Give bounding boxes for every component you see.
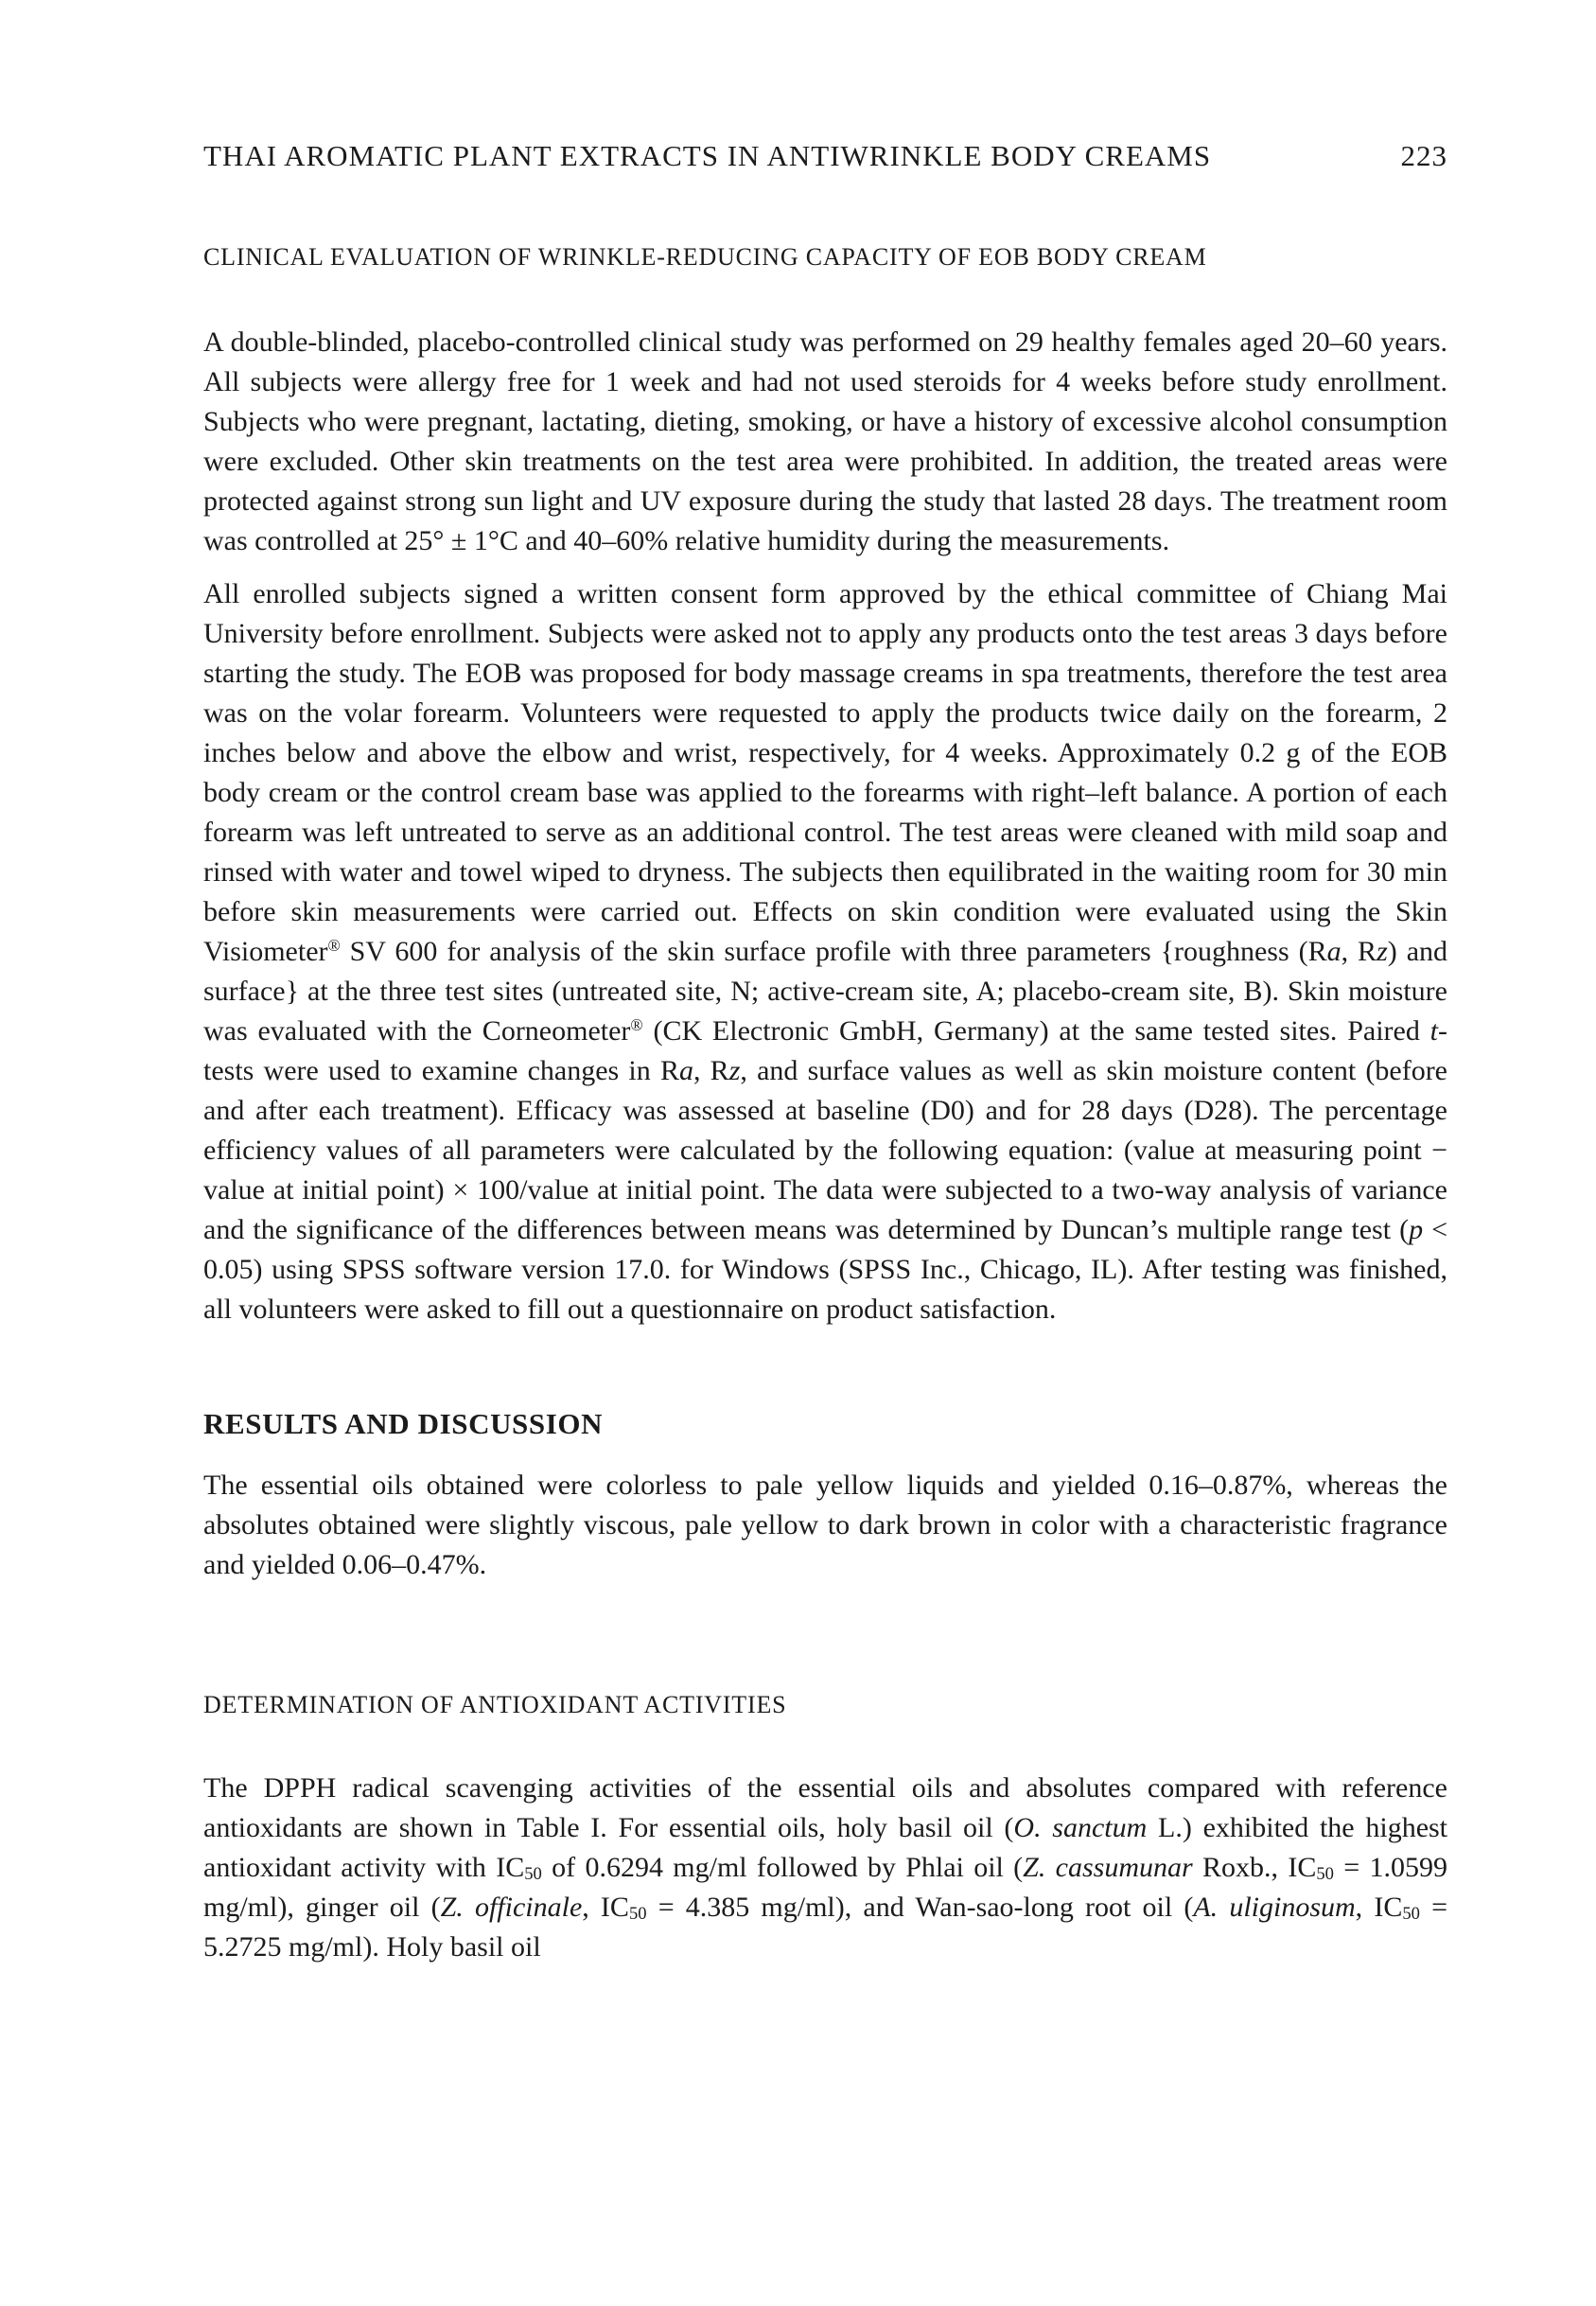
section-heading-clinical-evaluation: CLINICAL EVALUATION OF WRINKLE-REDUCING CAPACITY OF EOB BODY CREAM bbox=[203, 243, 1207, 271]
paragraph-results-yields: The essential oils obtained were colorless to pale yellow liquids and yielded 0.16–0.87%, whereas the absolutes obtained were slightly viscous, pale yellow to dark brown in color with a characteristic fragrance and yielded 0.06–0.47%. bbox=[203, 1470, 1447, 1580]
running-head bbox=[203, 139, 1447, 173]
section-heading-antioxidant-determination: DETERMINATION OF ANTIOXIDANT ACTIVITIES bbox=[203, 1691, 787, 1718]
running-head-title: THAI AROMATIC PLANT EXTRACTS IN ANTIWRINKLE BODY CREAMS bbox=[203, 139, 1212, 172]
page-content bbox=[203, 0, 1447, 1967]
paragraph-antioxidant-dpph: The DPPH radical scavenging activities of the essential oils and absolutes compared with reference antioxidants are shown in Table I. For essential oils, holy basil oil (O. sanctum L.) exhibited the highest antioxidant activity with $IC_{50}$ of 0.6294 mg/ml followed by Phlai oil (Z. cassumunar Roxb., $IC_{50} = 1.0599$ mg/ml), ginger oil (Z. officinale, $IC_{50} = 4.385$ mg/ml), and Wan-sao-long root oil (A. uliginosum, $IC_{50} = 5.2725$ mg/ml). Holy basil oil bbox=[203, 1772, 1448, 1963]
page-number: 223 bbox=[1400, 139, 1447, 172]
paragraph-clinical-protocol: All enrolled subjects signed a written consent form approved by the ethical committee of Chiang Mai University before enrollment. Subjects were asked not to apply any products onto the test areas 3 days before starting the study. The EOB was proposed for body massage creams in spa treatments, therefore the test area was on the volar forearm. Volunteers were requested to apply the products twice daily on the forearm, 2 inches below and above the elbow and wrist, respectively, for 4 weeks. Approximately 0.2 g of the EOB body cream or the control cream base was applied to the forearms with right–left balance. A portion of each forearm was left untreated to serve as an additional control. The test areas were cleaned with mild soap and rinsed with water and towel wiped to dryness. The subjects then equilibrated in the waiting room for 30 min before skin measurements were carried out. Effects on skin condition were evaluated using the Skin Visiometer® SV 600 for analysis of the skin surface profile with three parameters {roughness (Ra, Rz) and surface} at the three test sites (untreated site, N; active-cream site, A; placebo-cream site, B). Skin moisture was evaluated with the Corneometer® (CK Electronic GmbH, Germany) at the same tested sites. Paired t-tests were used to examine changes in Ra, Rz, and surface values as well as skin moisture content (before and after each treatment). Efficacy was assessed at baseline (D0) and for 28 days (D28). The percentage efficiency values of all parameters were calculated by the following equation: (value at measuring point − value at initial point) × 100/value at initial point. The data were subjected to a two-way analysis of variance and the significance of the differences between means was determined by Duncan’s multiple range test (p < 0.05) using SPSS software version 17.0. for Windows (SPSS Inc., Chicago, IL). After testing was finished, all volunteers were asked to fill out a questionnaire on product satisfaction. bbox=[203, 578, 1448, 1325]
paragraph-clinical-study: A double-blinded, placebo-controlled clinical study was performed on 29 healthy females aged 20–60 years. All subjects were allergy free for 1 week and had not used steroids for 4 weeks before study enrollment. Subjects who were pregnant, lactating, dieting, smoking, or have a history of excessive alcohol consumption were excluded. Other skin treatments on the test area were prohibited. In addition, the treated areas were protected against strong sun light and UV exposure during the study that lasted 28 days. The treatment room was controlled at 25° ± 1°C and 40–60% relative humidity during the measurements. bbox=[203, 326, 1447, 556]
section-heading-results-discussion: RESULTS AND DISCUSSION bbox=[203, 1407, 604, 1440]
